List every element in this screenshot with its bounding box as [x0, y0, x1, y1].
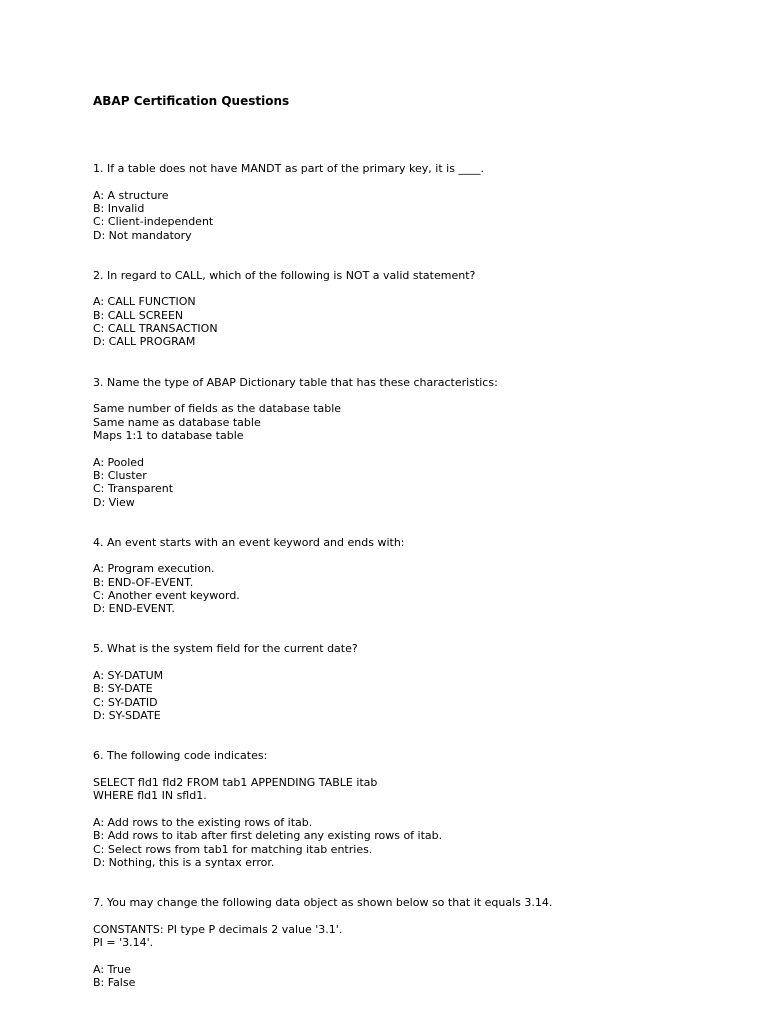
text-line: 7. You may change the following data object as shown below so that it equals 3.14.: [93, 895, 553, 909]
text-line: B: Cluster: [93, 468, 147, 482]
text-line: CONSTANTS: PI type P decimals 2 value '3.1'.: [93, 922, 343, 936]
text-line: B: SY-DATE: [93, 682, 153, 696]
blank-line: [93, 883, 552, 896]
text-line: 2. In regard to CALL, which of the following is NOT a valid statement?: [93, 268, 476, 282]
text-line: B: Invalid: [93, 202, 145, 216]
text-line: 1. If a table does not have MANDT as part of the primary key, it is ____.: [93, 162, 484, 175]
text-line: D: SY-SDATE: [93, 709, 161, 723]
blank-line: [93, 549, 552, 562]
blank-line: [93, 509, 552, 522]
text-line: A: A structure: [93, 188, 169, 202]
text-line: A: Pooled: [93, 455, 145, 469]
text-line: A: Add rows to the existing rows of itab.: [93, 815, 313, 829]
blank-line: [93, 656, 552, 669]
blank-line: [93, 803, 552, 816]
text-line: PI = '3.14'.: [93, 935, 154, 949]
text-line: A: SY-DATUM: [93, 669, 164, 683]
blank-line: [93, 522, 552, 535]
text-line: C: Transparent: [93, 482, 174, 496]
text-line: D: Nothing, this is a syntax error.: [93, 855, 275, 869]
blank-line: [93, 949, 552, 962]
text-line: A: True: [93, 962, 131, 976]
text-line: B: Add rows to itab after first deleting any existing rows of itab.: [93, 829, 443, 843]
blank-line: [93, 362, 552, 375]
text-line: B: END-OF-EVENT.: [93, 575, 194, 589]
text-line: A: Program execution.: [93, 562, 215, 576]
document-page: [93, 0, 728, 1024]
text-line: 6. The following code indicates:: [93, 749, 268, 763]
text-line: D: Not mandatory: [93, 228, 192, 242]
document-body: [93, 162, 552, 989]
text-line: A: CALL FUNCTION: [93, 295, 196, 309]
blank-line: [93, 869, 552, 882]
text-line: D: View: [93, 495, 135, 509]
text-line: 3. Name the type of ABAP Dictionary table that has these characteristics:: [93, 375, 498, 389]
blank-line: [93, 616, 552, 629]
text-line: D: END-EVENT.: [93, 602, 175, 616]
blank-line: [93, 242, 552, 255]
blank-line: [93, 442, 552, 455]
text-line: C: SY-DATID: [93, 695, 158, 709]
text-line: C: Client-independent: [93, 215, 214, 229]
blank-line: [93, 909, 552, 922]
blank-line: [93, 175, 552, 188]
text-line: B: False: [93, 975, 136, 989]
blank-line: [93, 389, 552, 402]
blank-line: [93, 736, 552, 749]
text-line: SELECT fld1 fld2 FROM tab1 APPENDING TABLE itab: [93, 775, 378, 789]
text-line: Same number of fields as the database table: [93, 402, 342, 416]
text-line: C: Select rows from tab1 for matching itab entries.: [93, 842, 373, 856]
text-line: C: Another event keyword.: [93, 589, 240, 602]
blank-line: [93, 349, 552, 362]
blank-line: [93, 255, 552, 268]
text-line: Same name as database table: [93, 415, 261, 429]
text-line: Maps 1:1 to database table: [93, 428, 244, 442]
blank-line: [93, 762, 552, 775]
document-title: ABAP Certification Questions: [93, 94, 290, 108]
text-line: WHERE fld1 IN sfld1.: [93, 789, 207, 803]
blank-line: [93, 629, 552, 642]
text-line: 5. What is the system field for the current date?: [93, 642, 358, 656]
text-line: B: CALL SCREEN: [93, 308, 184, 322]
text-line: D: CALL PROGRAM: [93, 335, 196, 349]
blank-line: [93, 722, 552, 735]
blank-line: [93, 282, 552, 295]
text-line: 4. An event starts with an event keyword and ends with:: [93, 535, 405, 549]
text-line: C: CALL TRANSACTION: [93, 322, 218, 336]
